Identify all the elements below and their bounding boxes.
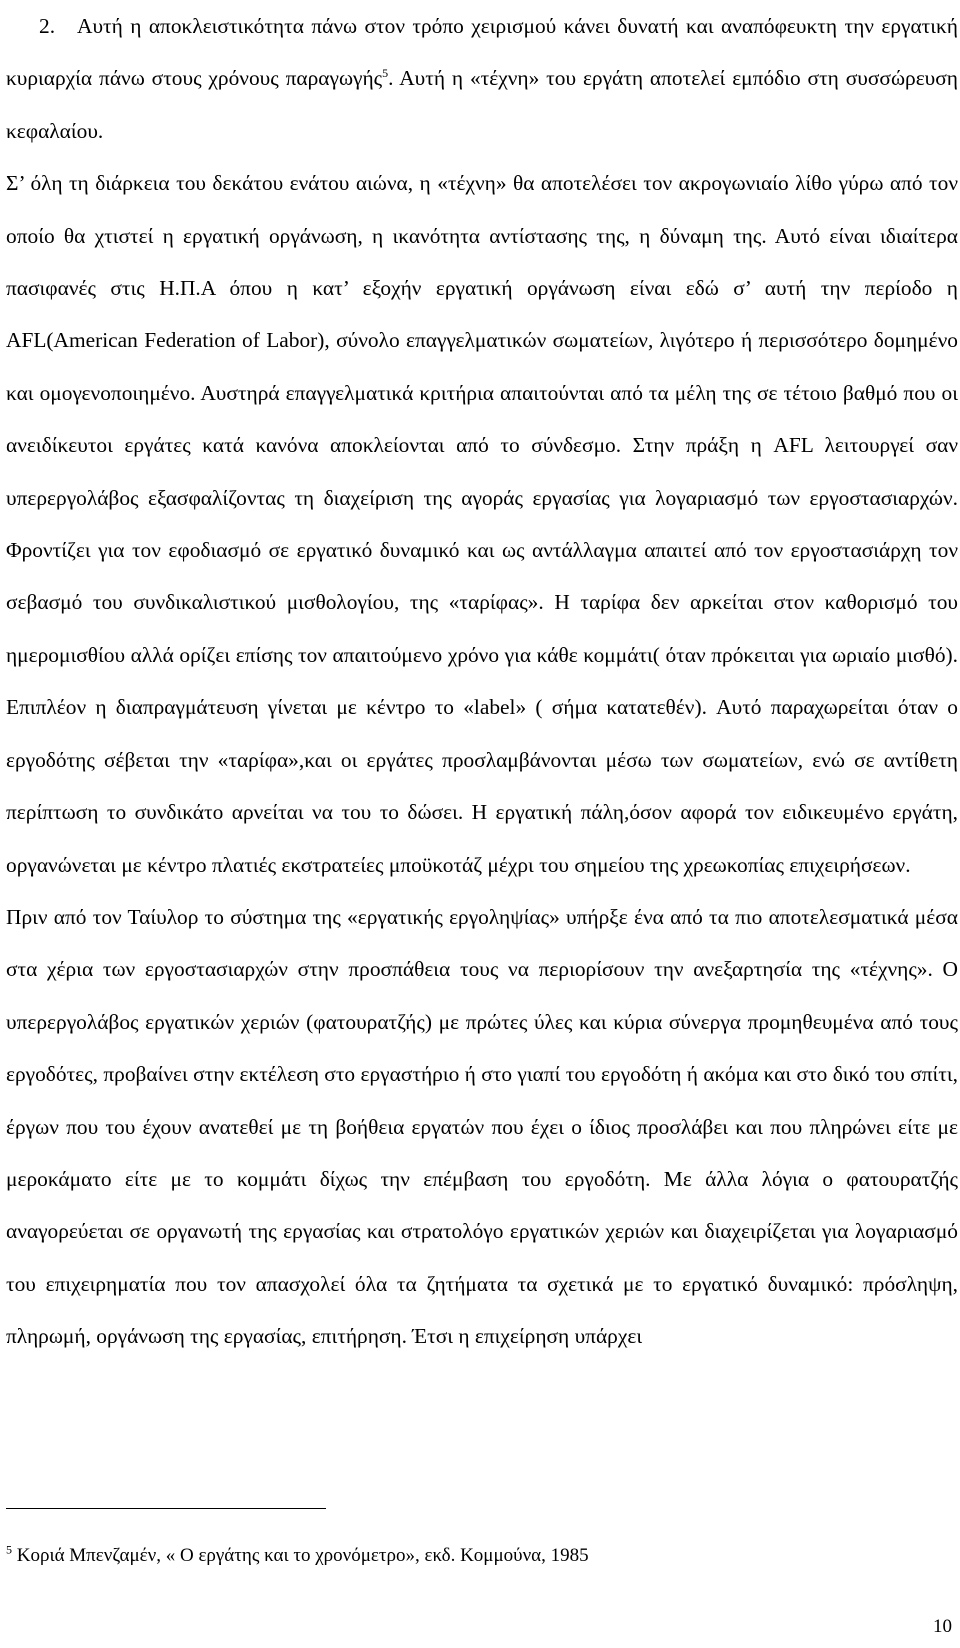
paragraph-text: . Αυτή η «τέχνη» του εργάτη αποτελεί εμπόδιο στη συσσώρευση κεφαλαίου. xyxy=(6,66,958,143)
paragraph-text: Αυτή η αποκλειστικότητα πάνω στον τρόπο χειρισμού κάνει δυνατή και αναπόφευκτη την εργατική κυριαρχία πάνω στους χρόνους παραγωγής xyxy=(6,14,958,91)
footnote-separator xyxy=(6,1508,326,1509)
body-text xyxy=(6,0,958,1363)
paragraph-item-2 xyxy=(6,0,958,157)
paragraph: Πριν από τον Ταίυλορ το σύστημα της «εργατικής εργοληψίας» υπήρξε ένα από τα πιο αποτελεσματικά μέσα στα χέρια των εργοστασιαρχών στην προσπάθεια τους να περιορίσουν την ανεξαρτησία της «τέχνης». Ο υπερεργολάβος εργατικών χεριών (φατουρατζής) με πρώτες ύλες και κύρια σύνεργα προμηθευμένα από τους εργοδότες, προβαίνει στην εκτέλεση στο εργαστήριο ή στο γιαπί του εργοδότη ή ακόμα και στο δικό του σπίτι, έργων που του έχουν ανατεθεί με τη βοήθεια εργατών που έχει ο ίδιος προσλάβει και που πληρώνει είτε με μεροκάματο είτε με το κομμάτι δίχως την επέμβαση του εργοδότη. Με άλλα λόγια ο φατουρατζής αναγορεύεται σε οργανωτή της εργασίας και στρατολόγο εργατικών χεριών και διαχειρίζεται για λογαριασμό του επιχειρηματία που τον απασχολεί όλα τα ζητήματα τα σχετικά με το εργατικό δυναμικό: πρόσληψη, πληρωμή, οργάνωση της εργασίας, επιτήρηση. Έτσι η επιχείρηση υπάρχει xyxy=(6,904,958,1349)
page-number: 10 xyxy=(933,1616,952,1637)
footnote-number: 5 xyxy=(6,1542,12,1557)
list-item-number: 2. xyxy=(39,14,56,38)
footnote-text: Κοριά Μπενζαμέν, « Ο εργάτης και το χρονόμετρο», εκδ. Κομμούνα, 1985 xyxy=(12,1545,589,1566)
footnote-reference[interactable]: 5 xyxy=(382,66,389,81)
footnote xyxy=(6,1543,946,1569)
paragraph: Σ’ όλη τη διάρκεια του δεκάτου ενάτου αιώνα, η «τέχνη» θα αποτελέσει τον ακρογωνιαίο λίθο γύρω από τον οποίο θα χτιστεί η εργατική οργάνωση, η ικανότητα αντίστασης της, η δύναμη της. Αυτό είναι ιδιαίτερα πασιφανές στις Η.Π.Α όπου η κατ’ εξοχήν εργατική οργάνωση είναι εδώ σ’ αυτή την περίοδο η AFL(American Federation of Labor), σύνολο επαγγελματικών σωματείων, λιγότερο ή περισσότερο δομημένο και ομογενοποιημένο. Αυστηρά επαγγελματικά κριτήρια απαιτούνται από τα μέλη της σε τέτοιο βαθμό που οι ανειδίκευτοι εργάτες κατά κανόνα αποκλείονται από το σύνδεσμο. Στην πράξη η AFL λειτουργεί σαν υπερεργολάβος εξασφαλίζοντας τη διαχείριση της αγοράς εργασίας για λογαριασμό των εργοστασιαρχών. Φροντίζει για τον εφοδιασμό σε εργατικό δυναμικό και ως αντάλλαγμα απαιτεί από τον εργοστασιάρχη τον σεβασμό του συνδικαλιστικού μισθολογίου, της «ταρίφας». Η ταρίφα δεν αρκείται στον καθορισμό του ημερομισθίου αλλά ορίζει επίσης τον απαιτούμενο χρόνο για κάθε κομμάτι( όταν πρόκειται για ωριαίο μισθό). Επιπλέον η διαπραγμάτευση γίνεται με κέντρο το «label» ( σήμα κατατεθέν). Αυτό παραχωρείται όταν ο εργοδότης σέβεται την «ταρίφα»,και οι εργάτες προσλαμβάνονται μέσω των σωματείων, ενώ σε αντίθετη περίπτωση το συνδικάτο αρνείται να του το δώσει. Η εργατική πάλη,όσον αφορά τον ειδικευμένο εργάτη, οργανώνεται με κέντρο πλατιές εκστρατείες μποϋκοτάζ μέχρι του σημείου της χρεωκοπίας επιχειρήσεων. xyxy=(6,171,958,877)
